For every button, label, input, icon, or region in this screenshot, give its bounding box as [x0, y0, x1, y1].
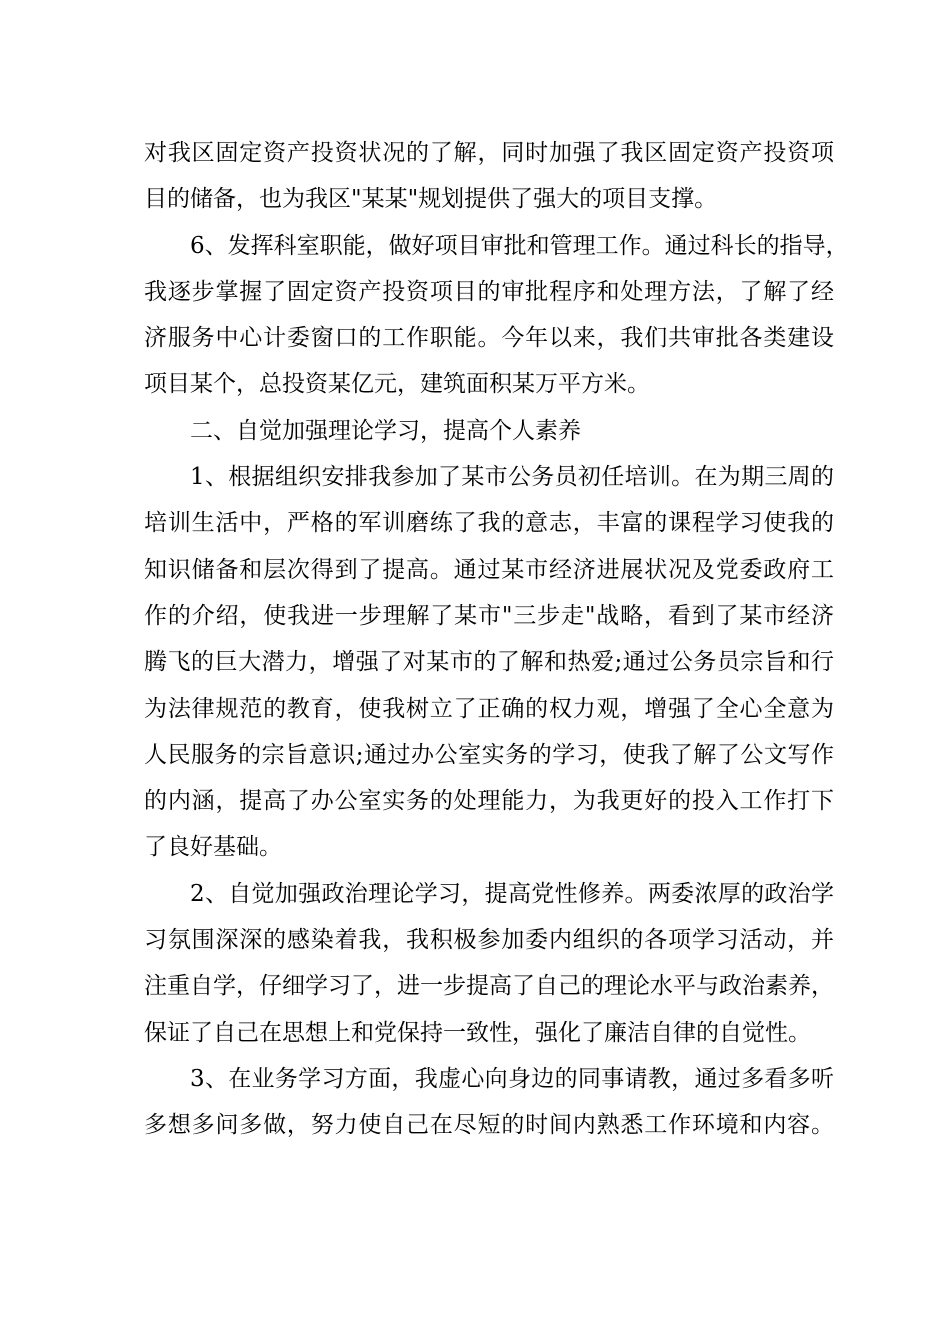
paragraph-line: 1、根据组织安排我参加了某市公务员初任培训。在为期三周的: [190, 464, 834, 491]
text-line: 对我区固定资产投资状况的了解，同时加强了我区固定资产投资项: [144, 140, 834, 166]
text-line: 培训生活中，严格的军训磨练了我的意志，丰富的课程学习使我的: [144, 510, 834, 537]
section-heading: 二、自觉加强理论学习，提高个人素养: [190, 417, 581, 444]
paragraph-line: 3、在业务学习方面，我虚心向身边的同事请教，通过多看多听: [190, 1065, 834, 1092]
paragraph-line: 6、发挥科室职能，做好项目审批和管理工作。通过科长的指导，: [190, 232, 849, 259]
text-line: 知识储备和层次得到了提高。通过某市经济进展状况及党委政府工: [144, 556, 834, 583]
text-line: 项目某个，总投资某亿元，建筑面积某万平方米。: [144, 371, 650, 398]
text-line: 注重自学，仔细学习了，进一步提高了自己的理论水平与政治素养，: [144, 973, 834, 1000]
text-line: 人民服务的宗旨意识;通过办公室实务的学习，使我了解了公文写作: [144, 741, 834, 768]
text-line: 多想多问多做，努力使自己在尽短的时间内熟悉工作环境和内容。: [144, 1112, 834, 1139]
text-line: 目的储备，也为我区"某某"规划提供了强大的项目支撑。: [144, 186, 718, 213]
paragraph-line: 2、自觉加强政治理论学习，提高党性修养。两委浓厚的政治学: [190, 880, 834, 907]
text-line: 作的介绍，使我进一步理解了某市"三步走"战略，看到了某市经济: [144, 602, 834, 629]
document-body: [144, 130, 849, 1149]
text-line: 保证了自己在思想上和党保持一致性，强化了廉洁自律的自觉性。: [144, 1019, 811, 1046]
text-line: 了良好基础。: [144, 834, 282, 861]
text-line: 济服务中心计委窗口的工作职能。今年以来，我们共审批各类建设: [144, 325, 834, 352]
text-line: 习氛围深深的感染着我，我积极参加委内组织的各项学习活动，并: [144, 927, 834, 954]
text-line: 为法律规范的教育，使我树立了正确的权力观，增强了全心全意为: [144, 695, 834, 722]
text-line: 我逐步掌握了固定资产投资项目的审批程序和处理方法，了解了经: [144, 278, 834, 305]
text-line: 腾飞的巨大潜力，增强了对某市的了解和热爱;通过公务员宗旨和行: [144, 649, 834, 676]
text-line: 的内涵，提高了办公室实务的处理能力，为我更好的投入工作打下: [144, 788, 834, 815]
